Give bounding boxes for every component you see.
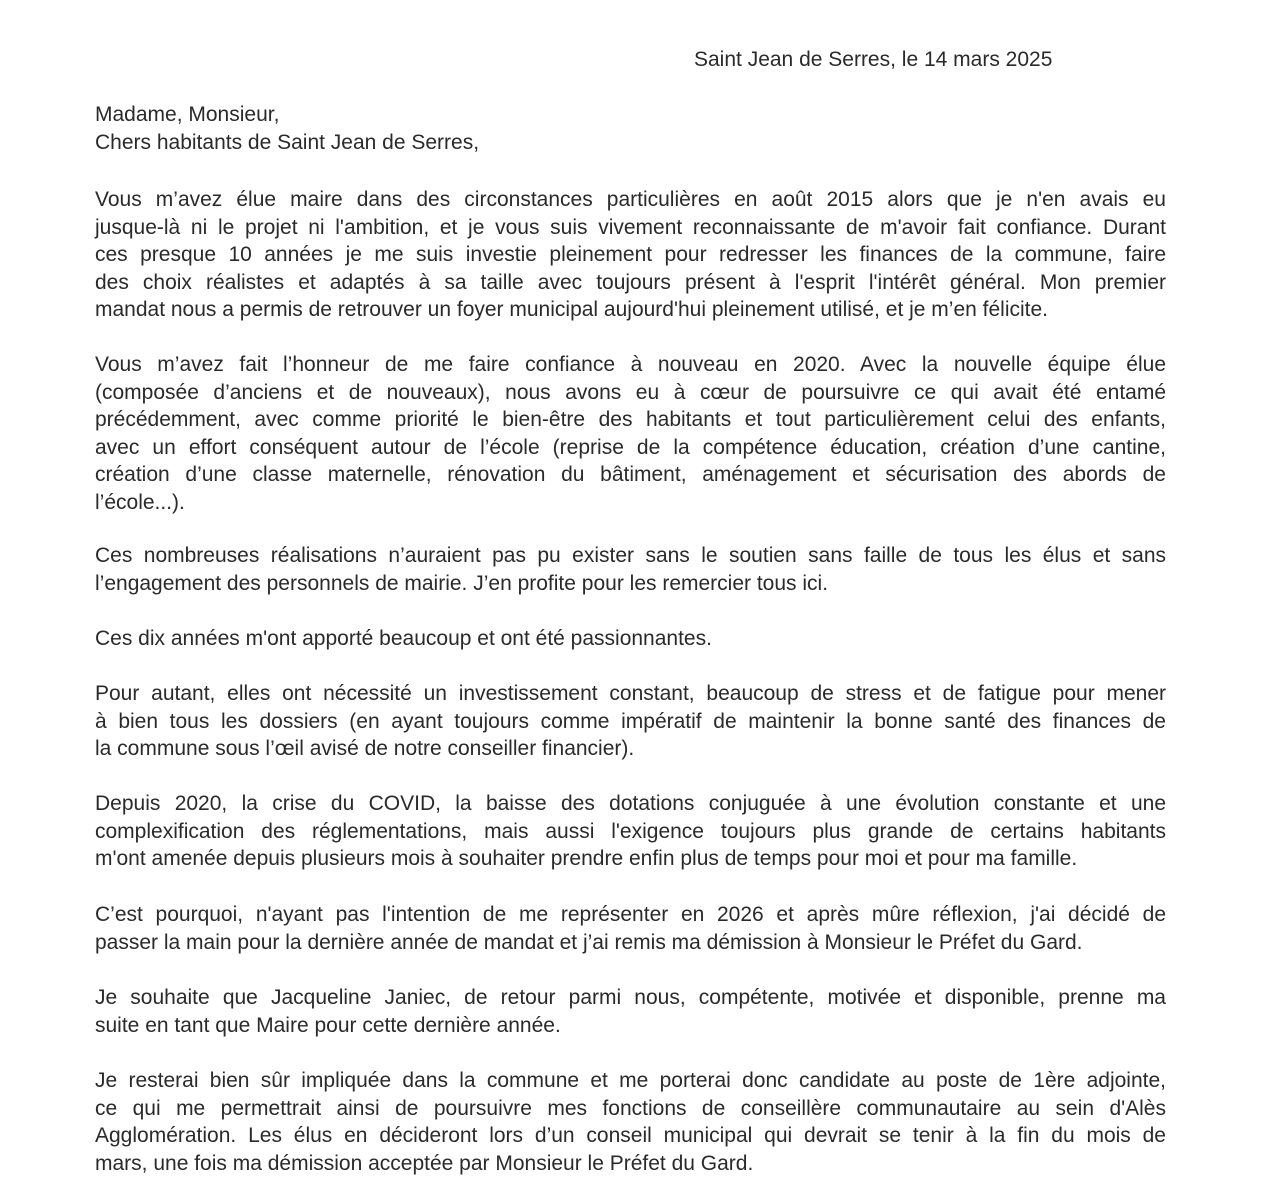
paragraph-line: l’école...).: [95, 490, 185, 514]
paragraph-line: C’est pourquoi, n'ayant pas l'intention de me représenter en 2026 et après mûre réflexion, j'ai décidé de: [95, 903, 1166, 926]
paragraph-successor: [95, 984, 1166, 1039]
paragraph-line: passer la main pour la dernière année de mandat et j’ai remis ma démission à Monsieur le Préfet du Gard.: [95, 930, 1083, 954]
paragraph-line: ce qui me permettrait ainsi de poursuivre mes fonctions de conseillère communautaire au sein d'Alès: [95, 1096, 1166, 1120]
paragraph-line: création d’une classe maternelle, rénovation du bâtiment, aménagement et sécurisation des abords de: [95, 463, 1166, 486]
paragraph-line: précédemment, avec comme priorité le bien-être des habitants et tout particulièrement celui des enfants,: [95, 408, 1166, 431]
paragraph-line: Je resterai bien sûr impliquée dans la commune et me porterai donc candidate au poste de 1ère adjointe,: [95, 1069, 1166, 1092]
paragraph-line: l’engagement des personnels de mairie. J’en profite pour les remercier tous ici.: [95, 571, 829, 595]
salutation-line: Madame, Monsieur,: [95, 103, 280, 126]
salutation: [95, 101, 479, 156]
paragraph-line: mars, une fois ma démission acceptée par Monsieur le Préfet du Gard.: [95, 1151, 754, 1175]
paragraph-line: mandat nous a permis de retrouver un foyer municipal aujourd'hui pleinement utilisé, et je m’en félicite.: [95, 298, 1049, 321]
paragraph-resignation: [95, 901, 1166, 956]
paragraph-line: complexification des réglementations, mais aussi l'exigence toujours plus grande de certains habitants: [95, 819, 1166, 843]
paragraph-ten-years: [95, 625, 1166, 653]
paragraph-line: Agglomération. Les élus en décideront lors d’un conseil municipal qui devrait se tenir à la fin du mois de: [95, 1124, 1166, 1147]
paragraph-line: des choix réalistes et adaptés à sa taille avec toujours présent à l'esprit l'intérêt général. Mon premier: [95, 270, 1166, 294]
paragraph-line: jusque-là ni le projet ni l'ambition, et je vous suis vivement reconnaissante de m'avoir fait confiance. Durant: [95, 215, 1166, 239]
paragraph-mandate-2020: [95, 351, 1166, 516]
paragraph-line: avec un effort conséquent autour de l’école (reprise de la compétence éducation, création d’une cantine,: [95, 435, 1166, 459]
paragraph-line: à bien tous les dossiers (en ayant toujours comme impératif de maintenir la bonne santé des finances de: [95, 709, 1166, 733]
paragraph-thanks: [95, 542, 1166, 597]
paragraph-since-2020: [95, 790, 1166, 873]
paragraph-line: Vous m’avez élue maire dans des circonstances particulières en août 2015 alors que je n'en avais eu: [95, 188, 1166, 211]
salutation-line: Chers habitants de Saint Jean de Serres,: [95, 130, 480, 154]
paragraph-line: ces presque 10 années je me suis investie pleinement pour redresser les finances de la commune, faire: [95, 243, 1166, 266]
paragraph-line: Depuis 2020, la crise du COVID, la baisse des dotations conjuguée à une évolution constante et une: [95, 792, 1166, 815]
paragraph-line: Ces nombreuses réalisations n’auraient pas pu exister sans le soutien sans faille de tous les élus et sans: [95, 544, 1166, 567]
paragraph-line: (composée d’anciens et de nouveaux), nous avons eu à cœur de poursuivre ce qui avait été entamé: [95, 380, 1166, 404]
paragraph-line: Vous m’avez fait l’honneur de me faire confiance à nouveau en 2020. Avec la nouvelle équipe élue: [95, 353, 1166, 376]
paragraph-line: Je souhaite que Jacqueline Janiec, de retour parmi nous, compétente, motivée et disponible, prenne ma: [95, 986, 1166, 1009]
paragraph-line: m'ont amenée depuis plusieurs mois à souhaiter prendre enfin plus de temps pour moi et pour ma famille.: [95, 847, 1078, 870]
paragraph-line: Ces dix années m'ont apporté beaucoup et ont été passionnantes.: [95, 627, 712, 650]
place-and-date: Saint Jean de Serres, le 14 mars 2025: [694, 48, 1053, 71]
paragraph-investment: [95, 680, 1166, 763]
paragraph-mandate-2015: [95, 186, 1166, 324]
paragraph-future-role: [95, 1067, 1166, 1177]
paragraph-line: Pour autant, elles ont nécessité un investissement constant, beaucoup de stress et de fatigue pour mener: [95, 682, 1166, 705]
paragraph-line: la commune sous l’œil avisé de notre conseiller financier).: [95, 737, 635, 760]
paragraph-line: suite en tant que Maire pour cette dernière année.: [95, 1013, 561, 1037]
